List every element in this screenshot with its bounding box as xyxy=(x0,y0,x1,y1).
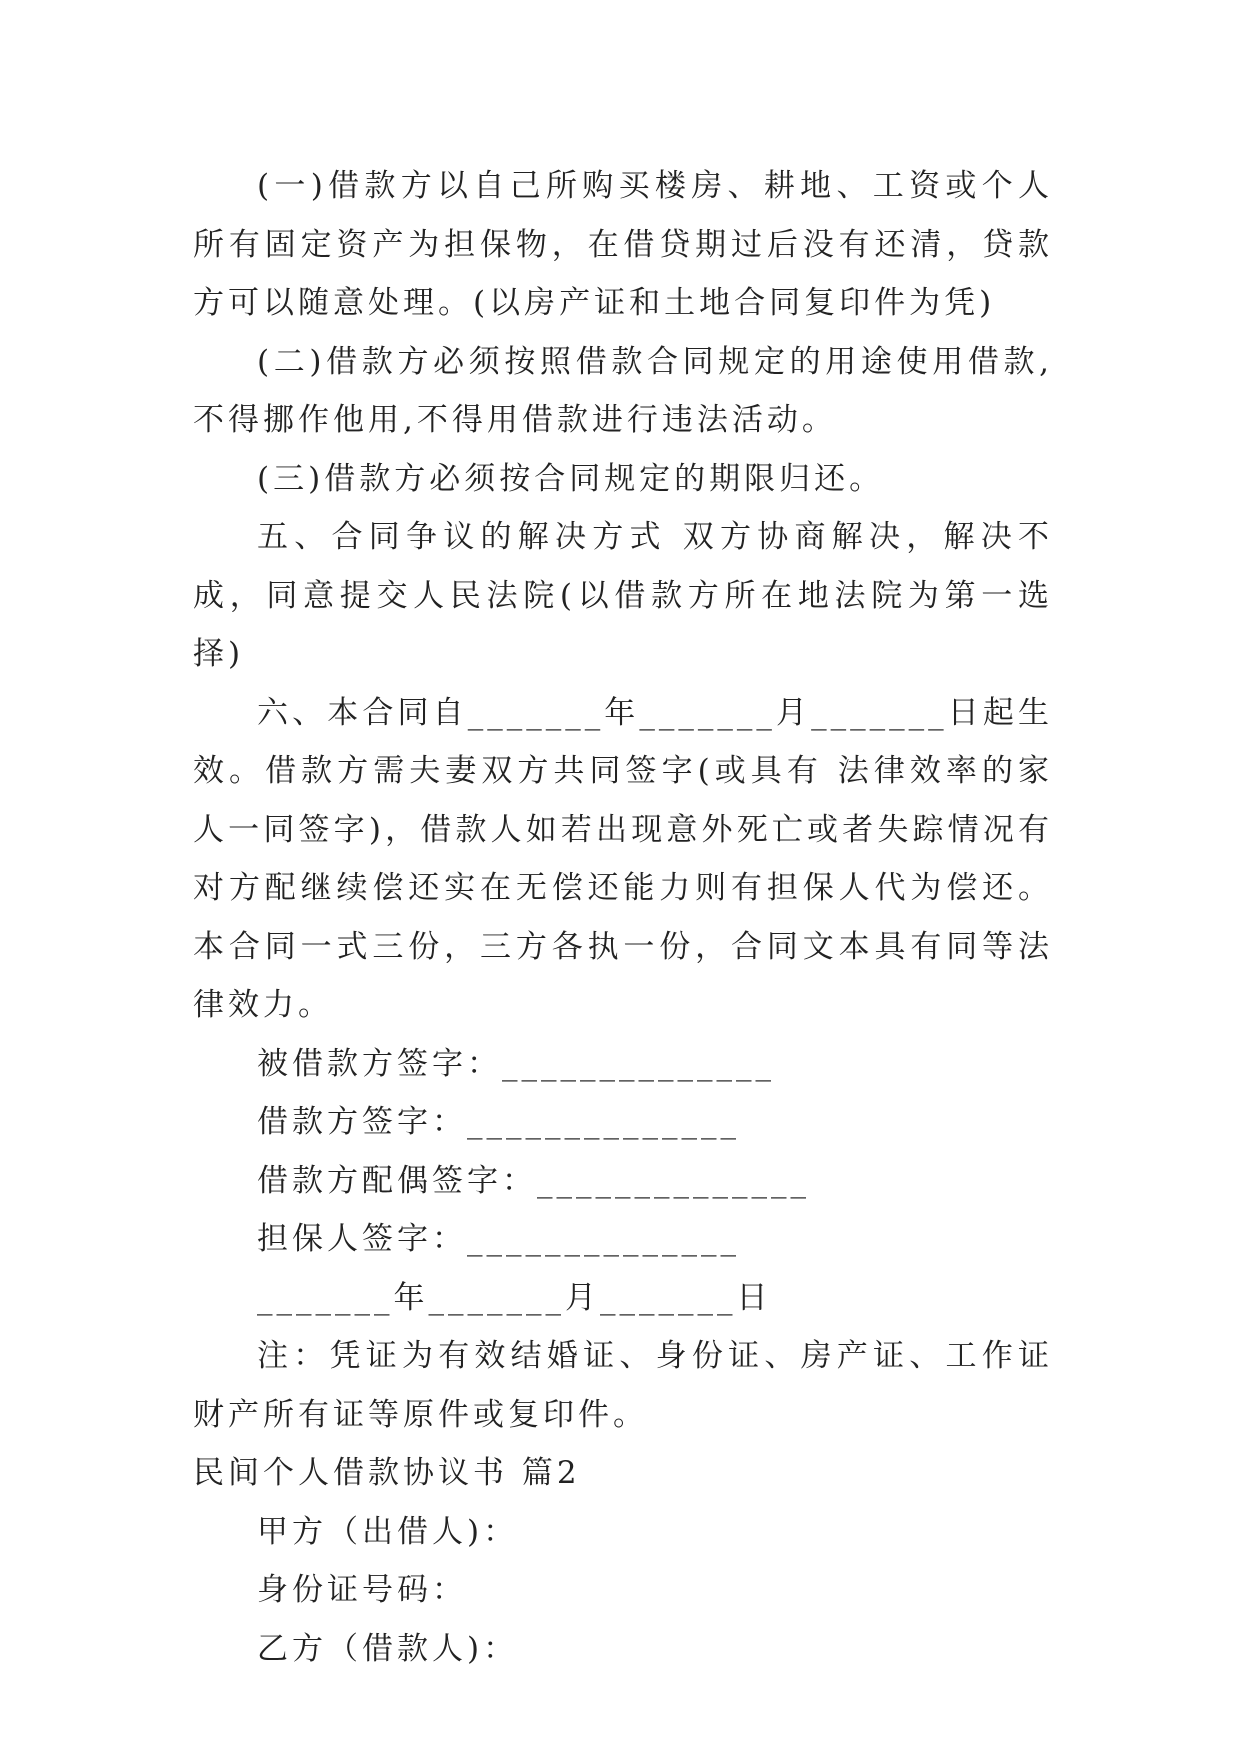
note-paragraph: 注：凭证为有效结婚证、身份证、房产证、工作证财产所有证等原件或复印件。 xyxy=(193,1338,1053,1433)
clause-3-paragraph: (三)借款方必须按合同规定的期限归还。 xyxy=(257,460,885,497)
effective-date-paragraph: 六、本合同自_______年_______月_______日起生效。借款方需夫妻双方共同签字(或具有 法律效率的家人一同签字)，借款人如若出现意外死亡或者失踪情况有对方配继续偿还实在无偿还能力则有担保人代为偿还。本合同一式三份，三方各执一份，合同文本具有同等法律效力。 xyxy=(193,694,1053,1023)
clause-1-paragraph: (一)借款方以自己所购买楼房、耕地、工资或个人所有固定资产为担保物，在借贷期过后没有还清，贷款方可以随意处理。(以房产证和土地合同复印件为凭) xyxy=(193,168,1053,321)
borrower-spouse-signature-line: 借款方配偶签字：______________ xyxy=(257,1162,810,1199)
borrower-signature-line: 借款方签字：______________ xyxy=(257,1104,740,1140)
dispute-resolution-paragraph: 五、合同争议的解决方式 双方协商解决，解决不成，同意提交人民法院(以借款方所在地法院为第一选择) xyxy=(193,519,1053,672)
document-body xyxy=(193,157,1053,1678)
id-number-field: 身份证号码： xyxy=(257,1572,467,1608)
party-b-borrower-field: 乙方（借款人)： xyxy=(257,1630,519,1667)
lender-signature-line: 被借款方签字：______________ xyxy=(257,1045,775,1082)
party-a-lender-field: 甲方（出借人)： xyxy=(257,1513,519,1550)
section-title: 民间个人借款协议书 篇2 xyxy=(193,1455,581,1491)
signing-date-line: _______年_______月_______日 xyxy=(257,1279,772,1316)
clause-2-paragraph: (二)借款方必须按照借款合同规定的用途使用借款,不得挪作他用,不得用借款进行违法活动。 xyxy=(193,343,1053,438)
guarantor-signature-line: 担保人签字：______________ xyxy=(257,1221,740,1257)
